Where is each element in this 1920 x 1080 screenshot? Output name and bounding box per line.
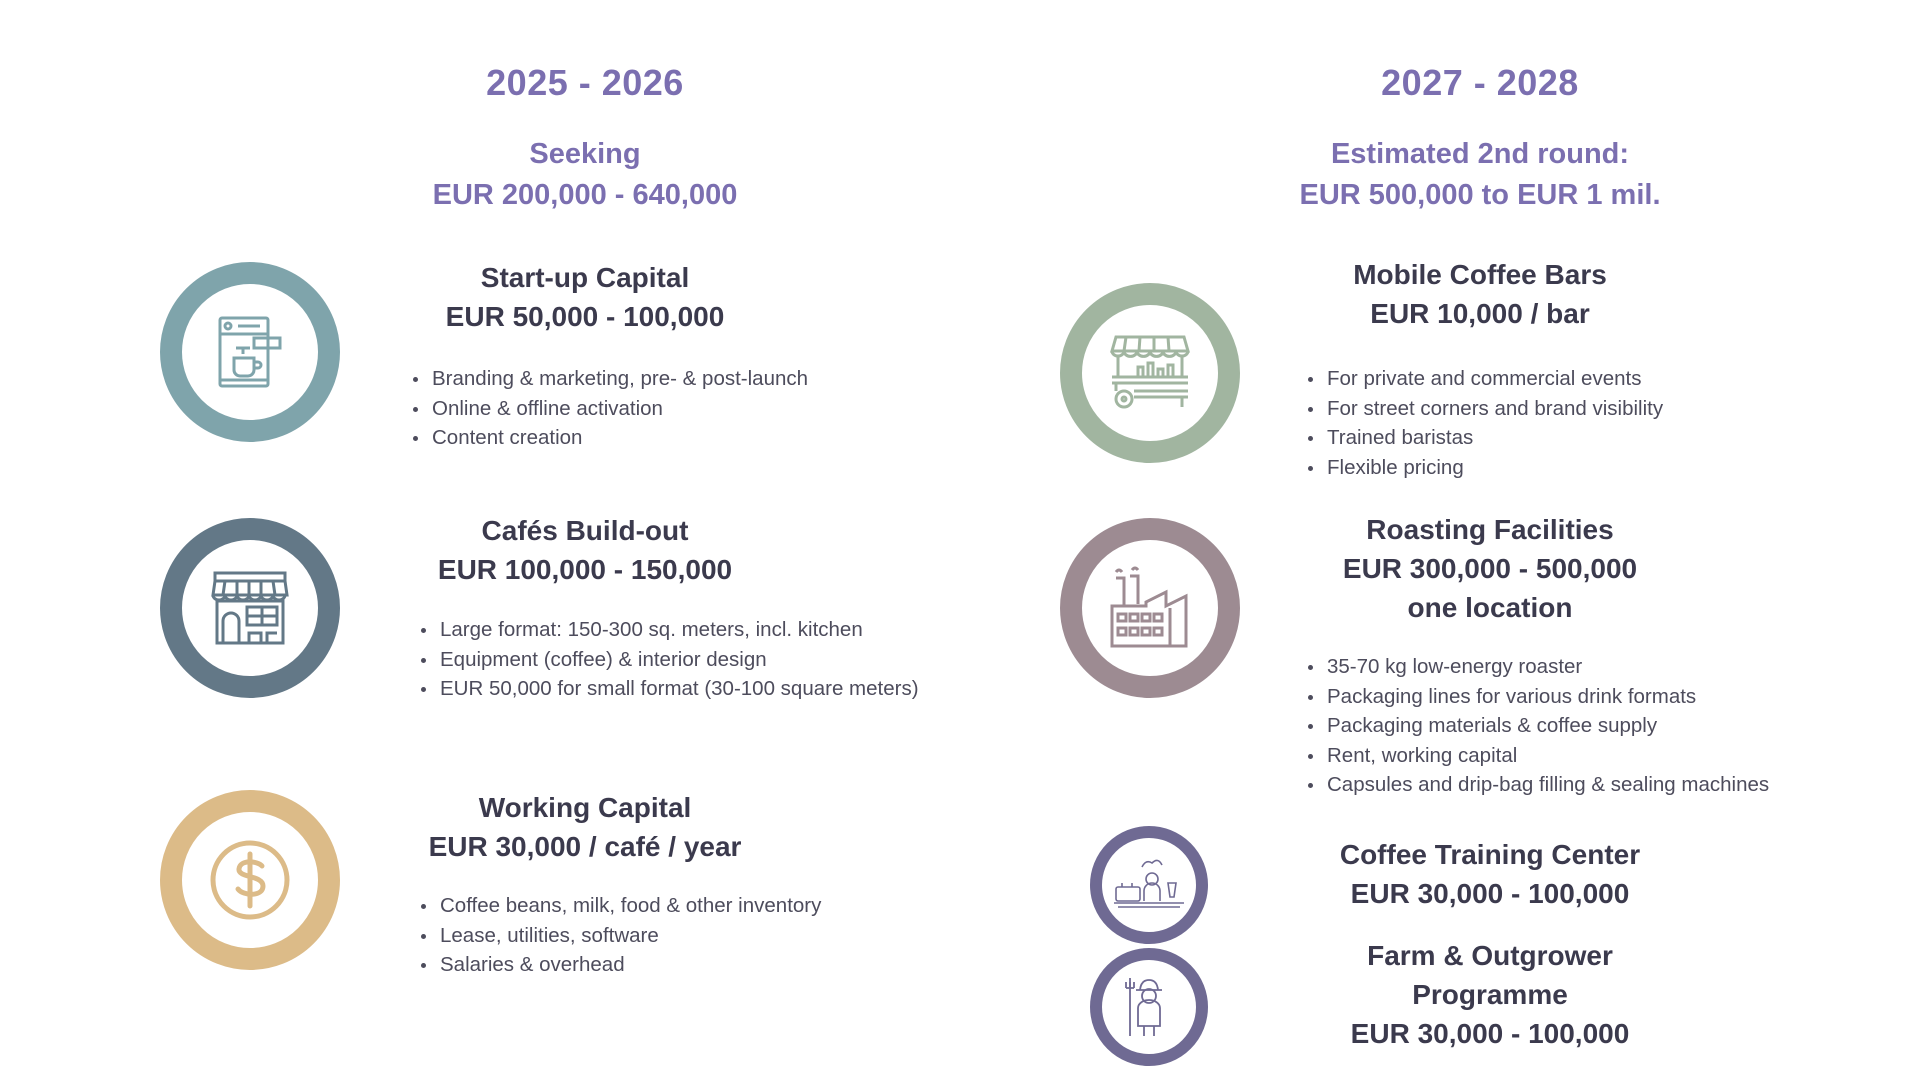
cafes-buildout-icon-ring bbox=[160, 518, 340, 698]
dollar-coin-icon bbox=[208, 838, 292, 922]
factory-icon bbox=[1108, 566, 1192, 650]
list-item: Lease, utilities, software bbox=[418, 921, 821, 951]
list-item: Packaging materials & coffee supply bbox=[1305, 711, 1769, 741]
left-seeking-label: Seeking bbox=[529, 138, 641, 170]
right-estimate-amount: EUR 500,000 to EUR 1 mil. bbox=[1299, 179, 1661, 211]
cafes-buildout-title: Cafés Build-out bbox=[481, 515, 689, 546]
right-period-title: 2027 - 2028 bbox=[1381, 62, 1579, 103]
list-item: Rent, working capital bbox=[1305, 741, 1769, 771]
list-item: Packaging lines for various drink formats bbox=[1305, 682, 1769, 712]
startup-capital-bullets bbox=[410, 364, 808, 453]
list-item: Content creation bbox=[410, 423, 808, 453]
mobile-coffee-bars-bullets bbox=[1305, 364, 1663, 482]
list-item: EUR 50,000 for small format (30-100 square meters) bbox=[418, 674, 919, 704]
left-period-title: 2025 - 2026 bbox=[486, 62, 684, 103]
roasting-facilities-amount: EUR 300,000 - 500,000 bbox=[1342, 553, 1638, 584]
list-item: Salaries & overhead bbox=[418, 950, 821, 980]
list-item: Trained baristas bbox=[1305, 423, 1663, 453]
working-capital-amount: EUR 30,000 / café / year bbox=[428, 831, 742, 862]
farm-programme-amount: EUR 30,000 - 100,000 bbox=[1350, 1018, 1630, 1049]
cafes-buildout-bullets bbox=[418, 615, 919, 704]
mobile-coffee-bars-title: Mobile Coffee Bars bbox=[1353, 259, 1607, 290]
working-capital-icon-ring bbox=[160, 790, 340, 970]
farm-programme-title-line1: Farm & Outgrower bbox=[1367, 940, 1613, 971]
espresso-machine-icon bbox=[210, 312, 290, 392]
list-item: Capsules and drip-bag filling & sealing machines bbox=[1305, 770, 1769, 800]
farm-programme-icon-ring bbox=[1090, 948, 1208, 1066]
list-item: Branding & marketing, pre- & post-launch bbox=[410, 364, 808, 394]
farm-programme-title-line2: Programme bbox=[1412, 979, 1568, 1010]
right-estimate-label: Estimated 2nd round: bbox=[1330, 138, 1630, 170]
storefront-icon bbox=[209, 567, 291, 649]
list-item: Equipment (coffee) & interior design bbox=[418, 645, 919, 675]
coffee-cart-icon bbox=[1108, 331, 1192, 415]
mobile-coffee-bars-icon-ring bbox=[1060, 283, 1240, 463]
roasting-facilities-title: Roasting Facilities bbox=[1366, 514, 1614, 545]
list-item: For street corners and brand visibility bbox=[1305, 394, 1663, 424]
roasting-facilities-bullets bbox=[1305, 652, 1769, 800]
list-item: For private and commercial events bbox=[1305, 364, 1663, 394]
roasting-facilities-icon-ring bbox=[1060, 518, 1240, 698]
list-item: Coffee beans, milk, food & other inventory bbox=[418, 891, 821, 921]
barista-training-icon bbox=[1112, 857, 1186, 913]
list-item: Online & offline activation bbox=[410, 394, 808, 424]
training-center-title: Coffee Training Center bbox=[1339, 839, 1641, 870]
working-capital-title: Working Capital bbox=[478, 792, 692, 823]
startup-capital-title: Start-up Capital bbox=[480, 262, 690, 293]
list-item: 35-70 kg low-energy roaster bbox=[1305, 652, 1769, 682]
roasting-facilities-location: one location bbox=[1407, 592, 1573, 623]
training-center-amount: EUR 30,000 - 100,000 bbox=[1350, 878, 1630, 909]
startup-capital-amount: EUR 50,000 - 100,000 bbox=[445, 301, 725, 332]
left-seeking-amount: EUR 200,000 - 640,000 bbox=[432, 179, 738, 211]
list-item: Large format: 150-300 sq. meters, incl. kitchen bbox=[418, 615, 919, 645]
startup-capital-icon-ring bbox=[160, 262, 340, 442]
list-item: Flexible pricing bbox=[1305, 453, 1663, 483]
cafes-buildout-amount: EUR 100,000 - 150,000 bbox=[437, 554, 733, 585]
working-capital-bullets bbox=[418, 891, 821, 980]
training-center-icon-ring bbox=[1090, 826, 1208, 944]
farmer-icon bbox=[1124, 976, 1174, 1038]
mobile-coffee-bars-amount: EUR 10,000 / bar bbox=[1370, 298, 1590, 329]
